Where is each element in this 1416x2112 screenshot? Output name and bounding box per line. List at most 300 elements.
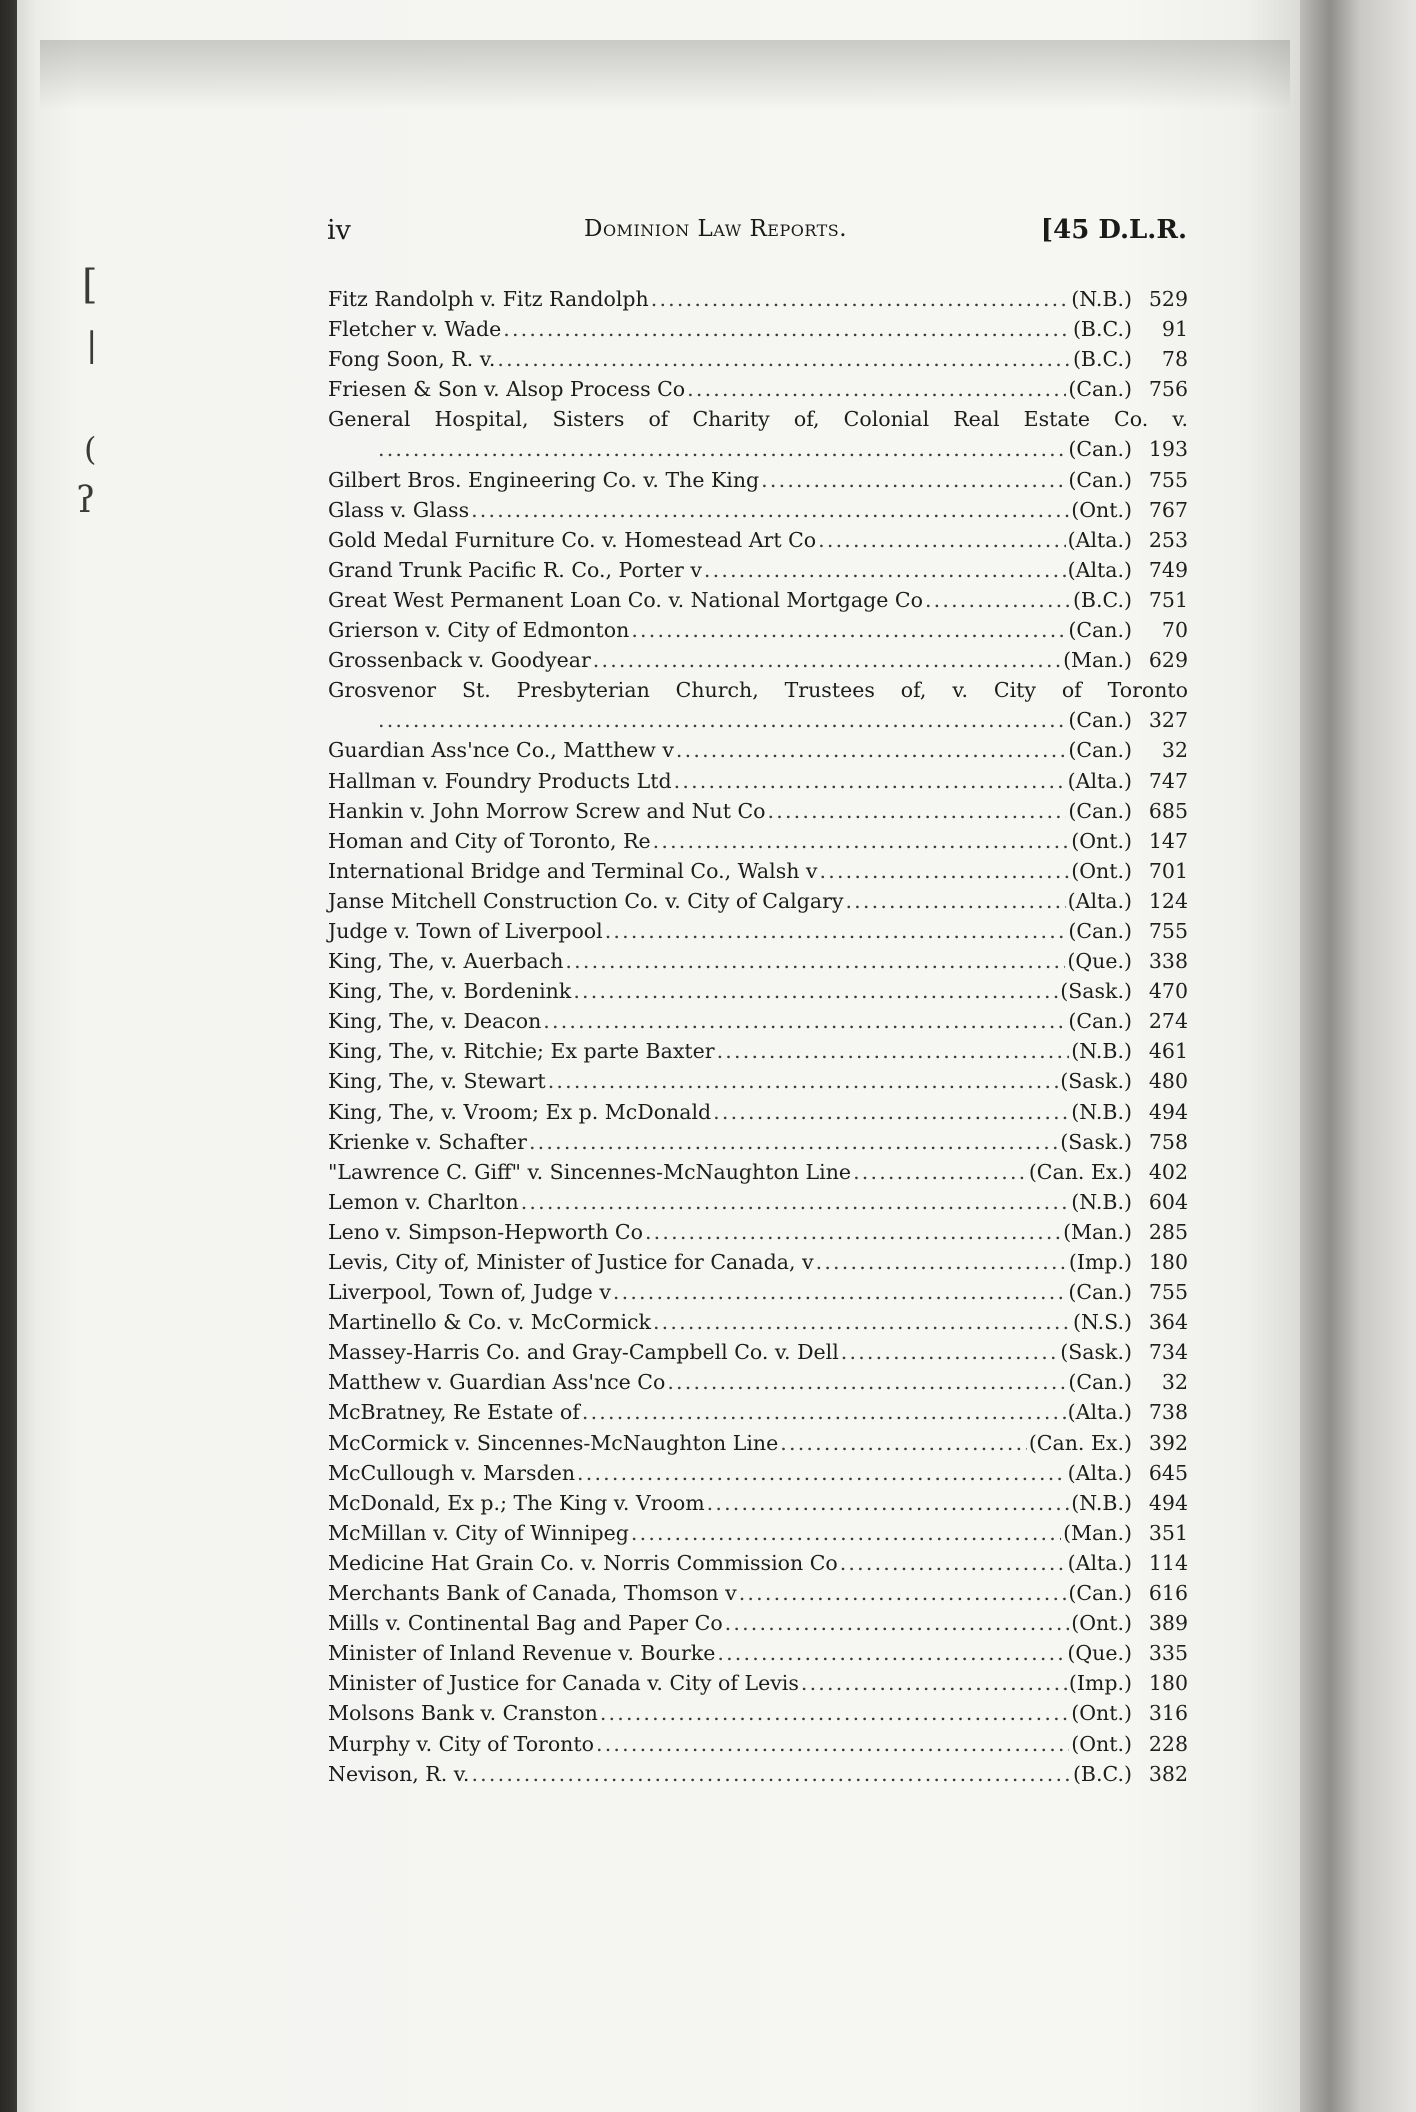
court-abbreviation: (B.C.) <box>1072 317 1132 342</box>
index-entry <box>328 1127 1188 1157</box>
case-name: Massey-Harris Co. and Gray-Campbell Co. v. Dell <box>328 1340 839 1365</box>
index-entry <box>328 1187 1188 1217</box>
index-entry <box>328 1157 1188 1187</box>
dot-leader <box>653 826 1070 856</box>
index-entry <box>328 766 1188 796</box>
court-abbreviation: (Can.) <box>1068 1370 1132 1395</box>
entry-line <box>328 1217 1188 1247</box>
index-entry <box>328 1397 1188 1427</box>
entry-line <box>328 796 1188 826</box>
court-abbreviation: (Can.) <box>1068 467 1132 492</box>
entry-line <box>328 284 1188 314</box>
court-abbreviation: (Alta.) <box>1067 557 1132 582</box>
page-number: 461 <box>1148 1039 1188 1064</box>
case-name: King, The, v. Bordenink <box>328 979 572 1004</box>
index-entry <box>328 735 1188 765</box>
page-number: 382 <box>1148 1761 1188 1786</box>
page-number: 749 <box>1148 557 1188 582</box>
dot-leader <box>687 374 1066 404</box>
dot-leader <box>613 1277 1066 1307</box>
entry-line <box>328 1458 1188 1488</box>
court-abbreviation: (Alta.) <box>1067 527 1132 552</box>
page-number: 114 <box>1148 1550 1188 1575</box>
case-name: Grierson v. City of Edmonton <box>328 618 630 643</box>
court-abbreviation: (Imp.) <box>1068 1250 1132 1274</box>
entry-line <box>328 1277 1188 1307</box>
dot-leader <box>565 946 1065 976</box>
case-name: Gold Medal Furniture Co. v. Homestead Art Co <box>328 527 817 552</box>
case-name: Hankin v. John Morrow Screw and Nut Co <box>328 798 766 823</box>
dot-leader <box>653 1307 1071 1337</box>
entry-line <box>328 404 1188 434</box>
index-entry <box>328 796 1188 826</box>
volume-reference: [45 D.L.R. <box>1040 215 1187 245</box>
case-name: Guardian Ass'nce Co., Matthew v <box>328 738 674 763</box>
index-entry <box>328 284 1188 314</box>
index-entry <box>328 615 1188 645</box>
margin-mark: ( <box>84 430 97 468</box>
case-name: Glass v. Glass <box>328 497 470 522</box>
court-abbreviation: (Ont.) <box>1071 1701 1132 1726</box>
dot-leader <box>674 766 1066 796</box>
dot-leader <box>503 314 1071 344</box>
case-name: General Hospital, Sisters of Charity of, Colonial Real Estate Co. v. <box>328 407 1188 432</box>
court-abbreviation: (Alta.) <box>1067 1400 1132 1425</box>
dot-leader <box>573 976 1058 1006</box>
case-name: "Lawrence C. Giff" v. Sincennes-McNaughton Line <box>328 1159 852 1184</box>
case-name: Molsons Bank v. Cranston <box>328 1701 598 1726</box>
dot-leader <box>820 856 1070 886</box>
index-entry <box>328 374 1188 404</box>
entry-line <box>328 826 1188 856</box>
index-entry <box>328 976 1188 1006</box>
index-entry <box>328 946 1188 976</box>
page-number: 645 <box>1148 1460 1188 1485</box>
entry-line <box>328 1548 1188 1578</box>
entry-line <box>328 1488 1188 1518</box>
page-number: 351 <box>1148 1520 1188 1545</box>
court-abbreviation: (Alta.) <box>1067 768 1132 793</box>
entry-line <box>328 1036 1188 1066</box>
margin-mark: ʔ <box>76 480 96 521</box>
index-entry <box>328 585 1188 615</box>
page-number: 228 <box>1148 1731 1188 1756</box>
dot-leader <box>717 1036 1070 1066</box>
page-number: 701 <box>1148 858 1188 883</box>
index-entry <box>328 826 1188 856</box>
case-name: International Bridge and Terminal Co., Walsh v <box>328 858 818 883</box>
case-name: Gilbert Bros. Engineering Co. v. The King <box>328 467 760 492</box>
dot-leader <box>596 1729 1069 1759</box>
index-entry <box>328 1548 1188 1578</box>
dot-leader <box>548 1066 1059 1096</box>
index-entry <box>328 1518 1188 1548</box>
dot-leader <box>704 555 1066 585</box>
dot-leader <box>780 1428 1027 1458</box>
index-entry <box>328 645 1188 675</box>
case-name: Merchants Bank of Canada, Thomson v <box>328 1581 737 1606</box>
court-abbreviation: (Can.) <box>1068 377 1132 402</box>
case-name: Mills v. Continental Bag and Paper Co <box>328 1611 723 1636</box>
entry-line <box>328 374 1188 404</box>
dot-leader <box>925 585 1071 615</box>
dot-leader <box>768 796 1067 826</box>
entry-line <box>328 766 1188 796</box>
index-entry <box>328 886 1188 916</box>
entry-line <box>328 705 1188 735</box>
court-abbreviation: (B.C.) <box>1072 587 1132 612</box>
page-number: 124 <box>1148 888 1188 913</box>
entry-line <box>328 1307 1188 1337</box>
page-number: 147 <box>1148 828 1188 853</box>
entry-line <box>328 1668 1188 1698</box>
dot-leader <box>600 1698 1069 1728</box>
dot-leader <box>471 495 1069 525</box>
entry-line <box>328 1337 1188 1367</box>
case-name: Fong Soon, R. v. <box>328 347 496 372</box>
dot-leader <box>739 1578 1067 1608</box>
dot-leader <box>631 615 1066 645</box>
court-abbreviation: (Can.) <box>1068 437 1132 462</box>
page-number: 180 <box>1148 1671 1188 1696</box>
entry-line <box>328 1428 1188 1458</box>
page-number: 70 <box>1161 618 1188 643</box>
case-name: Minister of Inland Revenue v. Bourke <box>328 1641 716 1666</box>
dot-leader <box>818 525 1066 555</box>
index-entry <box>328 495 1188 525</box>
case-name: McMillan v. City of Winnipeg <box>328 1520 629 1545</box>
index-entry <box>328 1367 1188 1397</box>
page-number: 494 <box>1148 1099 1188 1124</box>
entry-line <box>328 856 1188 886</box>
page-number: 756 <box>1148 377 1188 402</box>
page-number: 470 <box>1148 979 1188 1004</box>
entry-line <box>328 886 1188 916</box>
case-name: Medicine Hat Grain Co. v. Norris Commission Co <box>328 1550 838 1575</box>
case-name: Minister of Justice for Canada v. City of Levis <box>328 1671 799 1696</box>
court-abbreviation: (Sask.) <box>1060 1069 1132 1094</box>
page-number: 78 <box>1161 347 1188 372</box>
dot-leader <box>497 344 1071 374</box>
court-abbreviation: (Man.) <box>1063 1219 1132 1244</box>
entry-line <box>328 645 1188 675</box>
entry-line <box>328 1578 1188 1608</box>
case-name: King, The, v. Stewart <box>328 1069 546 1094</box>
entry-line <box>328 1367 1188 1397</box>
dot-leader <box>725 1608 1070 1638</box>
margin-mark: | <box>86 325 98 365</box>
page-number: 755 <box>1148 918 1188 943</box>
entry-line <box>328 344 1188 374</box>
entry-line <box>328 735 1188 765</box>
entry-line <box>328 675 1188 705</box>
page-number: 758 <box>1148 1129 1188 1154</box>
index-entry <box>328 1578 1188 1608</box>
court-abbreviation: (Ont.) <box>1071 828 1132 853</box>
dot-leader <box>631 1518 1061 1548</box>
entry-line <box>328 585 1188 615</box>
dot-leader <box>667 1367 1066 1397</box>
case-name: Murphy v. City of Toronto <box>328 1731 594 1756</box>
case-name: Liverpool, Town of, Judge v <box>328 1280 611 1305</box>
case-name: Judge v. Town of Liverpool <box>328 918 603 943</box>
index-entry <box>328 1036 1188 1066</box>
case-name: Friesen & Son v. Alsop Process Co <box>328 377 686 402</box>
index-entry <box>328 1277 1188 1307</box>
case-name: Nevison, R. v. <box>328 1761 470 1786</box>
page-number: 364 <box>1148 1310 1188 1335</box>
court-abbreviation: (N.B.) <box>1071 1490 1132 1515</box>
index-entry <box>328 525 1188 555</box>
page-number: 180 <box>1148 1250 1188 1274</box>
index-entry <box>328 1759 1188 1789</box>
court-abbreviation: (Can.) <box>1068 798 1132 823</box>
entry-line <box>328 1729 1188 1759</box>
case-name: McBratney, Re Estate of <box>328 1400 580 1425</box>
court-abbreviation: (Can.) <box>1068 1009 1132 1034</box>
court-abbreviation: (Sask.) <box>1060 1129 1132 1154</box>
page-number: 32 <box>1161 738 1188 763</box>
page-folio: iv <box>327 215 351 246</box>
index-entry <box>328 465 1188 495</box>
dot-leader <box>676 735 1066 765</box>
page-number: 335 <box>1148 1641 1188 1666</box>
court-abbreviation: (Que.) <box>1067 949 1132 974</box>
index-entry <box>328 1247 1188 1277</box>
case-name: Lemon v. Charlton <box>328 1189 519 1214</box>
entry-line <box>328 434 1188 464</box>
index-entry <box>328 916 1188 946</box>
court-abbreviation: (Alta.) <box>1067 888 1132 913</box>
case-name: Janse Mitchell Construction Co. v. City of Calgary <box>328 888 844 913</box>
court-abbreviation: (Que.) <box>1067 1641 1132 1666</box>
page-number: 402 <box>1148 1159 1188 1184</box>
dot-leader <box>605 916 1067 946</box>
page-number: 316 <box>1148 1701 1188 1726</box>
page-number: 193 <box>1148 437 1188 462</box>
case-name: McCullough v. Marsden <box>328 1460 576 1485</box>
page-number: 604 <box>1148 1189 1188 1214</box>
page-number: 327 <box>1148 708 1188 733</box>
court-abbreviation: (Ont.) <box>1071 1611 1132 1636</box>
court-abbreviation: (B.C.) <box>1072 1761 1132 1786</box>
journal-title: Dominion Law Reports. <box>584 216 848 242</box>
page-number: 755 <box>1148 1280 1188 1305</box>
case-name: King, The, v. Deacon <box>328 1009 542 1034</box>
entry-line <box>328 615 1188 645</box>
dot-leader <box>645 1217 1061 1247</box>
entry-line <box>328 1006 1188 1036</box>
entry-line <box>328 1247 1188 1277</box>
dot-leader <box>840 1548 1066 1578</box>
page-number: 734 <box>1148 1340 1188 1365</box>
margin-mark: [ <box>82 262 98 308</box>
index-entry <box>328 1668 1188 1698</box>
entry-line <box>328 1518 1188 1548</box>
case-name: King, The, v. Vroom; Ex p. McDonald <box>328 1099 712 1124</box>
entry-line <box>328 465 1188 495</box>
case-name: Hallman v. Foundry Products Ltd <box>328 768 672 793</box>
entry-line <box>328 495 1188 525</box>
page-number: 494 <box>1148 1490 1188 1515</box>
index-entry <box>328 856 1188 886</box>
index-entry <box>328 1217 1188 1247</box>
index-entry <box>328 1428 1188 1458</box>
court-abbreviation: (Ont.) <box>1071 497 1132 522</box>
scan-shadow <box>40 40 1290 110</box>
dot-leader <box>577 1458 1066 1488</box>
court-abbreviation: (Can.) <box>1068 1581 1132 1606</box>
entry-line <box>328 1187 1188 1217</box>
court-abbreviation: (N.S.) <box>1073 1310 1132 1335</box>
dot-leader <box>717 1638 1065 1668</box>
page-number: 629 <box>1148 648 1188 673</box>
page-number: 751 <box>1148 587 1188 612</box>
dot-leader <box>841 1337 1058 1367</box>
page-number: 285 <box>1148 1219 1188 1244</box>
case-index-list <box>328 284 1188 1789</box>
index-entry <box>328 404 1188 464</box>
page-number: 274 <box>1148 1009 1188 1034</box>
page-number: 392 <box>1148 1430 1188 1455</box>
court-abbreviation: (Can.) <box>1068 708 1132 733</box>
dot-leader <box>378 705 1066 735</box>
case-name: Homan and City of Toronto, Re <box>328 828 651 853</box>
case-name: Krienke v. Schafter <box>328 1129 527 1154</box>
court-abbreviation: (B.C.) <box>1072 347 1132 372</box>
page-number: 755 <box>1148 467 1188 492</box>
entry-line <box>328 1127 1188 1157</box>
court-abbreviation: (Sask.) <box>1060 979 1132 1004</box>
court-abbreviation: (Man.) <box>1063 1520 1132 1545</box>
case-name: Grand Trunk Pacific R. Co., Porter v <box>328 557 702 582</box>
case-name: King, The, v. Auerbach <box>328 949 564 974</box>
entry-line <box>328 1608 1188 1638</box>
dot-leader <box>521 1187 1070 1217</box>
entry-line <box>328 1097 1188 1127</box>
index-entry <box>328 314 1188 344</box>
court-abbreviation: (Alta.) <box>1067 1460 1132 1485</box>
index-entry <box>328 1006 1188 1036</box>
dot-leader <box>471 1759 1070 1789</box>
page-number: 32 <box>1161 1370 1188 1395</box>
court-abbreviation: (Alta.) <box>1067 1550 1132 1575</box>
case-name: Fitz Randolph v. Fitz Randolph <box>328 287 649 311</box>
page-number: 685 <box>1148 798 1188 823</box>
dot-leader <box>801 1668 1067 1698</box>
page-number: 616 <box>1148 1581 1188 1606</box>
entry-line <box>328 1066 1188 1096</box>
index-entry <box>328 555 1188 585</box>
page-edge-shadow <box>1300 0 1416 2112</box>
entry-line <box>328 1157 1188 1187</box>
court-abbreviation: (Imp.) <box>1068 1671 1132 1696</box>
page-number: 529 <box>1148 287 1188 311</box>
dot-leader <box>816 1247 1067 1277</box>
court-abbreviation: (Can.) <box>1068 618 1132 643</box>
index-entry <box>328 1307 1188 1337</box>
dot-leader <box>845 886 1065 916</box>
court-abbreviation: (Can.) <box>1068 738 1132 763</box>
entry-line <box>328 976 1188 1006</box>
case-name: McDonald, Ex p.; The King v. Vroom <box>328 1490 705 1515</box>
dot-leader <box>529 1127 1058 1157</box>
page-number: 747 <box>1148 768 1188 793</box>
dot-leader <box>378 434 1066 464</box>
court-abbreviation: (N.B.) <box>1071 1189 1132 1214</box>
entry-line <box>328 916 1188 946</box>
page-number: 738 <box>1148 1400 1188 1425</box>
case-name: McCormick v. Sincennes-McNaughton Line <box>328 1430 779 1455</box>
entry-line <box>328 555 1188 585</box>
case-name: Great West Permanent Loan Co. v. National Mortgage Co <box>328 587 923 612</box>
case-name: Matthew v. Guardian Ass'nce Co <box>328 1370 666 1395</box>
entry-line <box>328 525 1188 555</box>
dot-leader <box>713 1097 1069 1127</box>
court-abbreviation: (Ont.) <box>1071 858 1132 883</box>
case-name: Grossenback v. Goodyear <box>328 648 591 673</box>
dot-leader <box>707 1488 1070 1518</box>
page-number: 767 <box>1148 497 1188 522</box>
index-entry <box>328 1066 1188 1096</box>
court-abbreviation: (Ont.) <box>1071 1731 1132 1756</box>
court-abbreviation: (N.B.) <box>1071 287 1132 311</box>
dot-leader <box>853 1157 1027 1187</box>
case-name: Levis, City of, Minister of Justice for Canada, v <box>328 1250 814 1274</box>
court-abbreviation: (Sask.) <box>1060 1340 1132 1365</box>
page-number: 389 <box>1148 1611 1188 1636</box>
dot-leader <box>593 645 1061 675</box>
index-entry <box>328 675 1188 735</box>
page-number: 338 <box>1148 949 1188 974</box>
page-number: 480 <box>1148 1069 1188 1094</box>
index-entry <box>328 1337 1188 1367</box>
index-entry <box>328 1698 1188 1728</box>
entry-line <box>328 314 1188 344</box>
court-abbreviation: (Man.) <box>1063 648 1132 673</box>
case-name: Fletcher v. Wade <box>328 317 502 342</box>
index-entry <box>328 1458 1188 1488</box>
court-abbreviation: (Can.) <box>1068 1280 1132 1305</box>
index-entry <box>328 1608 1188 1638</box>
court-abbreviation: (N.B.) <box>1071 1099 1132 1124</box>
index-entry <box>328 1097 1188 1127</box>
index-entry <box>328 1488 1188 1518</box>
dot-leader <box>543 1006 1066 1036</box>
court-abbreviation: (Can.) <box>1068 918 1132 943</box>
running-head <box>327 215 1187 255</box>
index-entry <box>328 1729 1188 1759</box>
case-name: Leno v. Simpson-Hepworth Co <box>328 1219 643 1244</box>
court-abbreviation: (N.B.) <box>1071 1039 1132 1064</box>
court-abbreviation: (Can. Ex.) <box>1028 1159 1132 1184</box>
entry-line <box>328 1638 1188 1668</box>
entry-line <box>328 1698 1188 1728</box>
entry-line <box>328 946 1188 976</box>
dot-leader <box>651 284 1070 314</box>
court-abbreviation: (Can. Ex.) <box>1028 1430 1132 1455</box>
index-entry <box>328 1638 1188 1668</box>
page-number: 91 <box>1161 317 1188 342</box>
dot-leader <box>761 465 1066 495</box>
dot-leader <box>582 1397 1066 1427</box>
entry-line <box>328 1397 1188 1427</box>
page-number: 253 <box>1148 527 1188 552</box>
index-entry <box>328 344 1188 374</box>
case-name: Grosvenor St. Presbyterian Church, Trustees of, v. City of Toronto <box>328 678 1188 703</box>
entry-line <box>328 1759 1188 1789</box>
case-name: King, The, v. Ritchie; Ex parte Baxter <box>328 1039 715 1064</box>
